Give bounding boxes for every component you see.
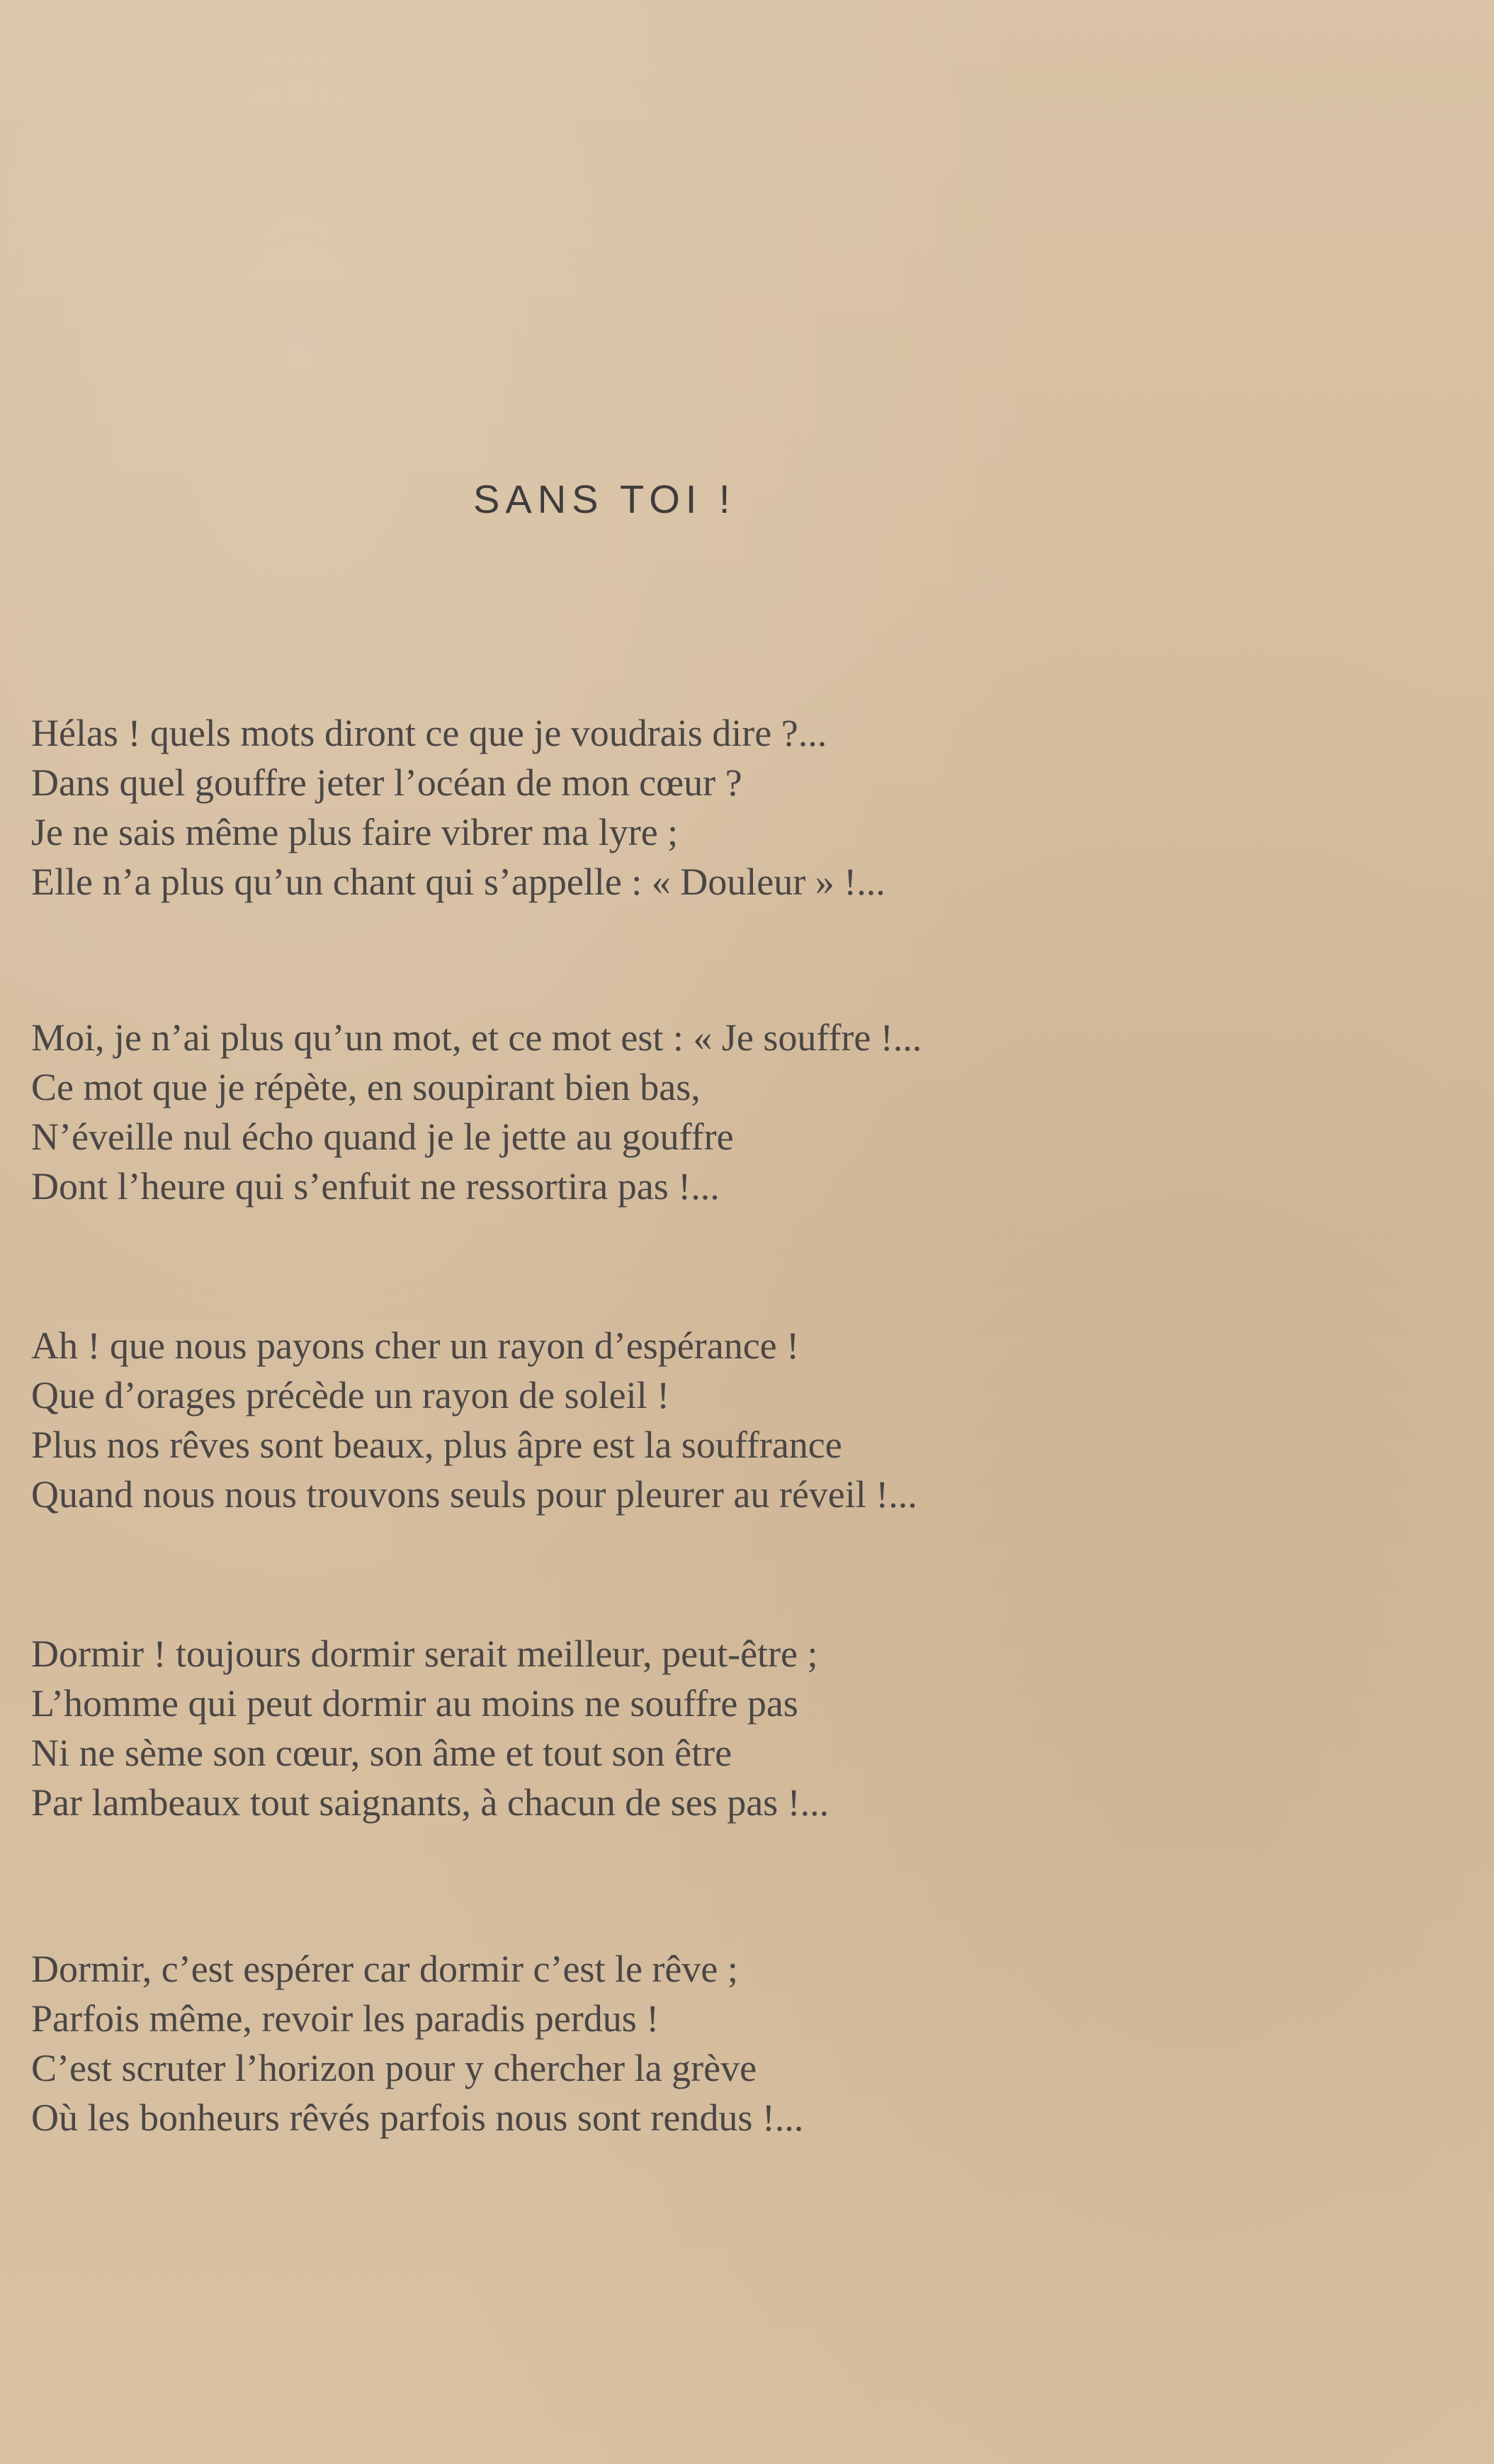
stanza-4 (31, 1629, 829, 1827)
stanza-3 (31, 1321, 917, 1519)
poem-line: Ni ne sème son cœur, son âme et tout son être (31, 1732, 732, 1774)
poem-line: Je ne sais même plus faire vibrer ma lyre ; (31, 811, 679, 853)
stanza-5 (31, 1944, 803, 2142)
poem-line: N’éveille nul écho quand je le jette au gouffre (31, 1115, 734, 1158)
poem-line: Que d’orages précède un rayon de soleil ! (31, 1374, 670, 1416)
stanza-1 (31, 708, 885, 907)
poem-line: Où les bonheurs rêvés parfois nous sont rendus !... (31, 2096, 804, 2139)
poem-line: Dormir, c’est espérer car dormir c’est le rêve ; (31, 1948, 738, 1990)
poem-line: Dans quel gouffre jeter l’océan de mon cœur ? (31, 761, 742, 804)
poem-line: Quand nous nous trouvons seuls pour pleurer au réveil !... (31, 1473, 917, 1516)
poem-line: Moi, je n’ai plus qu’un mot, et ce mot est : « Je souffre !... (31, 1016, 922, 1059)
poem-line: Plus nos rêves sont beaux, plus âpre est la souffrance (31, 1424, 842, 1466)
poem-line: C’est scruter l’horizon pour y chercher la grève (31, 2047, 757, 2089)
poem-line: Dont l’heure qui s’enfuit ne ressortira pas !... (31, 1165, 720, 1208)
poem-title: SANS TOI ! (473, 477, 736, 521)
poem-line: Hélas ! quels mots diront ce que je voudrais dire ?... (31, 712, 827, 754)
poem-line: Ah ! que nous payons cher un rayon d’espérance ! (31, 1324, 800, 1367)
poem-line: Elle n’a plus qu’un chant qui s’appelle : « Douleur » !... (31, 861, 885, 903)
poem-line: Dormir ! toujours dormir serait meilleur, peut-être ; (31, 1633, 818, 1675)
poem-line: L’homme qui peut dormir au moins ne souffre pas (31, 1682, 798, 1725)
poem-line: Par lambeaux tout saignants, à chacun de ses pas !... (31, 1781, 830, 1824)
poem-line: Parfois même, revoir les paradis perdus ! (31, 1997, 660, 2040)
poem-line: Ce mot que je répète, en soupirant bien bas, (31, 1066, 701, 1108)
stanza-2 (31, 1013, 922, 1211)
